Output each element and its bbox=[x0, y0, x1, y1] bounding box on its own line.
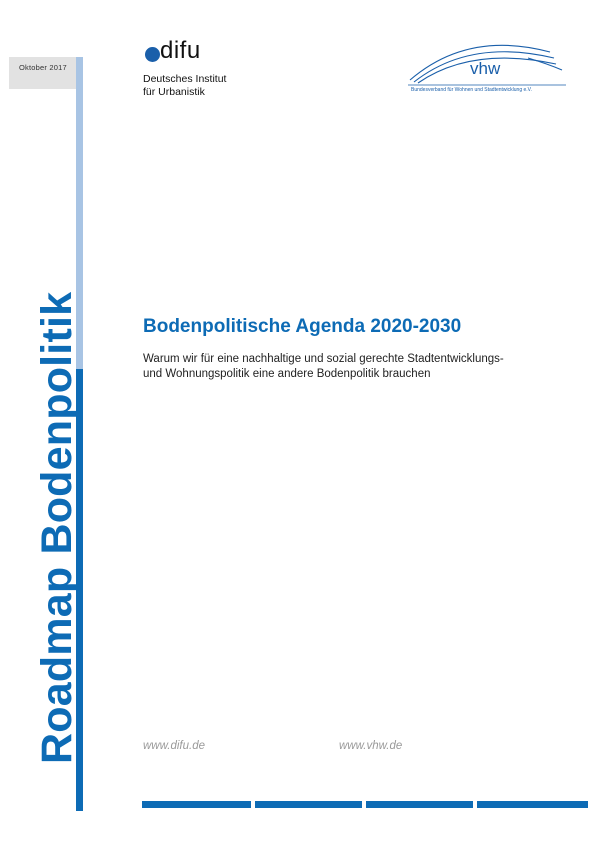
difu-subtitle-line1: Deutsches Institut bbox=[143, 73, 227, 85]
difu-wordmark: difu bbox=[160, 37, 201, 64]
vhw-tagline: Bundesverband für Wohnen und Stadtentwicklung e.V. bbox=[411, 87, 532, 93]
difu-logo bbox=[142, 37, 252, 101]
footer-bar-1 bbox=[142, 801, 251, 808]
difu-subtitle-line2: für Urbanistik bbox=[143, 85, 205, 98]
vhw-website-link[interactable]: www.vhw.de bbox=[339, 740, 403, 752]
difu-dot-icon bbox=[145, 47, 160, 62]
footer-bar-3 bbox=[366, 801, 473, 808]
subtitle-line2: und Wohnungspolitik eine andere Bodenpolitik brauchen bbox=[143, 368, 431, 380]
vhw-wordmark: vhw bbox=[470, 59, 501, 78]
footer-bars bbox=[142, 801, 588, 808]
footer-bar-4 bbox=[477, 801, 588, 808]
footer-bar-2 bbox=[255, 801, 362, 808]
vertical-title: Roadmap Bodenpolitik bbox=[33, 291, 81, 764]
subtitle-line1: Warum wir für eine nachhaltige und sozial gerechte Stadtentwicklungs- bbox=[143, 353, 504, 365]
publication-date: Oktober 2017 bbox=[19, 63, 67, 72]
date-box bbox=[9, 57, 76, 89]
vhw-logo bbox=[408, 36, 568, 98]
page-subtitle bbox=[143, 352, 583, 382]
difu-website-link[interactable]: www.difu.de bbox=[143, 740, 206, 752]
page-title: Bodenpolitische Agenda 2020-2030 bbox=[143, 316, 462, 337]
difu-subtitle bbox=[143, 73, 226, 98]
